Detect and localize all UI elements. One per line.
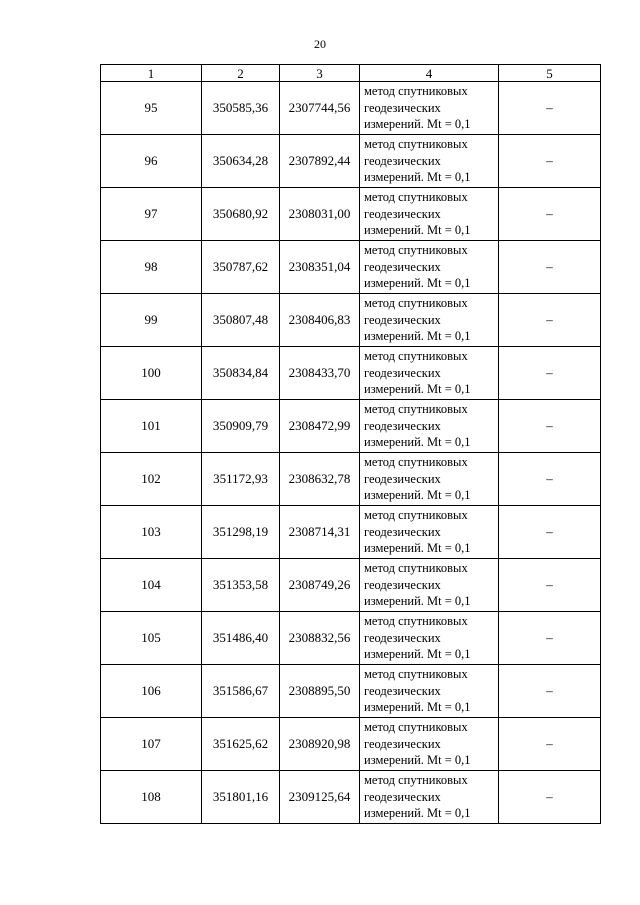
y-coordinate-cell: 2308895,50 <box>280 665 360 718</box>
x-coordinate-cell: 351353,58 <box>202 559 280 612</box>
x-coordinate-cell: 351625,62 <box>202 718 280 771</box>
method-cell <box>360 718 499 771</box>
table-body <box>101 82 601 824</box>
method-line: измерений. Mt = 0,1 <box>364 435 471 450</box>
column-header-2: 2 <box>202 65 280 82</box>
point-number-cell: 104 <box>101 559 202 612</box>
y-coordinate-cell: 2308351,04 <box>280 241 360 294</box>
table-row <box>101 135 601 188</box>
note-cell: – <box>499 718 601 771</box>
table-row <box>101 506 601 559</box>
y-coordinate-cell: 2307892,44 <box>280 135 360 188</box>
point-number-cell: 99 <box>101 294 202 347</box>
method-line: измерений. Mt = 0,1 <box>364 223 471 238</box>
x-coordinate-cell: 350909,79 <box>202 400 280 453</box>
point-number-cell: 100 <box>101 347 202 400</box>
point-number-cell: 98 <box>101 241 202 294</box>
method-line: метод спутниковых <box>364 455 468 470</box>
table-header <box>101 65 601 82</box>
table-row <box>101 718 601 771</box>
method-line: измерений. Mt = 0,1 <box>364 594 471 609</box>
y-coordinate-cell: 2308749,26 <box>280 559 360 612</box>
method-line: измерений. Mt = 0,1 <box>364 117 471 132</box>
point-number-cell: 95 <box>101 82 202 135</box>
x-coordinate-cell: 350585,36 <box>202 82 280 135</box>
method-line: геодезических <box>364 418 441 433</box>
method-line: измерений. Mt = 0,1 <box>364 329 471 344</box>
point-number-cell: 103 <box>101 506 202 559</box>
method-line: геодезических <box>364 365 441 380</box>
note-cell: – <box>499 241 601 294</box>
y-coordinate-cell: 2308472,99 <box>280 400 360 453</box>
method-line: метод спутниковых <box>364 508 468 523</box>
x-coordinate-cell: 351486,40 <box>202 612 280 665</box>
note-cell: – <box>499 665 601 718</box>
note-cell: – <box>499 135 601 188</box>
method-line: измерений. Mt = 0,1 <box>364 276 471 291</box>
y-coordinate-cell: 2308632,78 <box>280 453 360 506</box>
method-line: измерений. Mt = 0,1 <box>364 753 471 768</box>
method-cell <box>360 294 499 347</box>
table-row <box>101 82 601 135</box>
method-line: геодезических <box>364 577 441 592</box>
method-cell <box>360 612 499 665</box>
x-coordinate-cell: 351801,16 <box>202 771 280 824</box>
method-cell <box>360 771 499 824</box>
method-line: геодезических <box>364 630 441 645</box>
method-line: метод спутниковых <box>364 190 468 205</box>
method-line: метод спутниковых <box>364 614 468 629</box>
x-coordinate-cell: 350634,28 <box>202 135 280 188</box>
method-line: метод спутниковых <box>364 402 468 417</box>
note-cell: – <box>499 506 601 559</box>
method-line: метод спутниковых <box>364 296 468 311</box>
point-number-cell: 102 <box>101 453 202 506</box>
point-number-cell: 105 <box>101 612 202 665</box>
point-number-cell: 106 <box>101 665 202 718</box>
note-cell: – <box>499 612 601 665</box>
method-cell <box>360 135 499 188</box>
method-line: геодезических <box>364 312 441 327</box>
table-row <box>101 771 601 824</box>
x-coordinate-cell: 351586,67 <box>202 665 280 718</box>
header-row <box>101 65 601 82</box>
method-line: измерений. Mt = 0,1 <box>364 806 471 821</box>
x-coordinate-cell: 351172,93 <box>202 453 280 506</box>
method-cell <box>360 347 499 400</box>
table-row <box>101 347 601 400</box>
method-cell <box>360 506 499 559</box>
method-line: метод спутниковых <box>364 561 468 576</box>
method-line: геодезических <box>364 259 441 274</box>
y-coordinate-cell: 2308406,83 <box>280 294 360 347</box>
method-cell <box>360 82 499 135</box>
method-line: измерений. Mt = 0,1 <box>364 647 471 662</box>
point-number-cell: 107 <box>101 718 202 771</box>
method-line: метод спутниковых <box>364 773 468 788</box>
method-line: метод спутниковых <box>364 720 468 735</box>
y-coordinate-cell: 2308832,56 <box>280 612 360 665</box>
method-line: измерений. Mt = 0,1 <box>364 541 471 556</box>
method-line: геодезических <box>364 206 441 221</box>
y-coordinate-cell: 2308031,00 <box>280 188 360 241</box>
method-line: геодезических <box>364 736 441 751</box>
y-coordinate-cell: 2309125,64 <box>280 771 360 824</box>
method-line: метод спутниковых <box>364 84 468 99</box>
method-line: геодезических <box>364 683 441 698</box>
method-cell <box>360 453 499 506</box>
y-coordinate-cell: 2307744,56 <box>280 82 360 135</box>
x-coordinate-cell: 350834,84 <box>202 347 280 400</box>
method-cell <box>360 665 499 718</box>
note-cell: – <box>499 771 601 824</box>
column-header-5: 5 <box>499 65 601 82</box>
page-number: 20 <box>314 37 326 51</box>
method-cell <box>360 400 499 453</box>
y-coordinate-cell: 2308714,31 <box>280 506 360 559</box>
y-coordinate-cell: 2308920,98 <box>280 718 360 771</box>
note-cell: – <box>499 82 601 135</box>
table-row <box>101 241 601 294</box>
x-coordinate-cell: 350787,62 <box>202 241 280 294</box>
method-line: метод спутниковых <box>364 667 468 682</box>
table-row <box>101 665 601 718</box>
point-number-cell: 96 <box>101 135 202 188</box>
note-cell: – <box>499 559 601 612</box>
note-cell: – <box>499 188 601 241</box>
column-header-4: 4 <box>360 65 499 82</box>
method-line: измерений. Mt = 0,1 <box>364 170 471 185</box>
column-header-3: 3 <box>280 65 360 82</box>
method-line: метод спутниковых <box>364 349 468 364</box>
point-number-cell: 101 <box>101 400 202 453</box>
method-line: измерений. Mt = 0,1 <box>364 700 471 715</box>
method-line: метод спутниковых <box>364 243 468 258</box>
x-coordinate-cell: 350807,48 <box>202 294 280 347</box>
method-line: измерений. Mt = 0,1 <box>364 382 471 397</box>
note-cell: – <box>499 294 601 347</box>
x-coordinate-cell: 351298,19 <box>202 506 280 559</box>
table-row <box>101 559 601 612</box>
note-cell: – <box>499 400 601 453</box>
point-number-cell: 97 <box>101 188 202 241</box>
method-line: геодезических <box>364 471 441 486</box>
method-cell <box>360 241 499 294</box>
point-number-cell: 108 <box>101 771 202 824</box>
note-cell: – <box>499 347 601 400</box>
y-coordinate-cell: 2308433,70 <box>280 347 360 400</box>
table-row <box>101 453 601 506</box>
table-row <box>101 294 601 347</box>
method-cell <box>360 188 499 241</box>
method-cell <box>360 559 499 612</box>
coordinates-table <box>100 64 601 824</box>
method-line: геодезических <box>364 789 441 804</box>
note-cell: – <box>499 453 601 506</box>
x-coordinate-cell: 350680,92 <box>202 188 280 241</box>
table-row <box>101 400 601 453</box>
method-line: геодезических <box>364 524 441 539</box>
column-header-1: 1 <box>101 65 202 82</box>
method-line: метод спутниковых <box>364 137 468 152</box>
method-line: измерений. Mt = 0,1 <box>364 488 471 503</box>
method-line: геодезических <box>364 100 441 115</box>
method-line: геодезических <box>364 153 441 168</box>
table-row <box>101 188 601 241</box>
table-row <box>101 612 601 665</box>
